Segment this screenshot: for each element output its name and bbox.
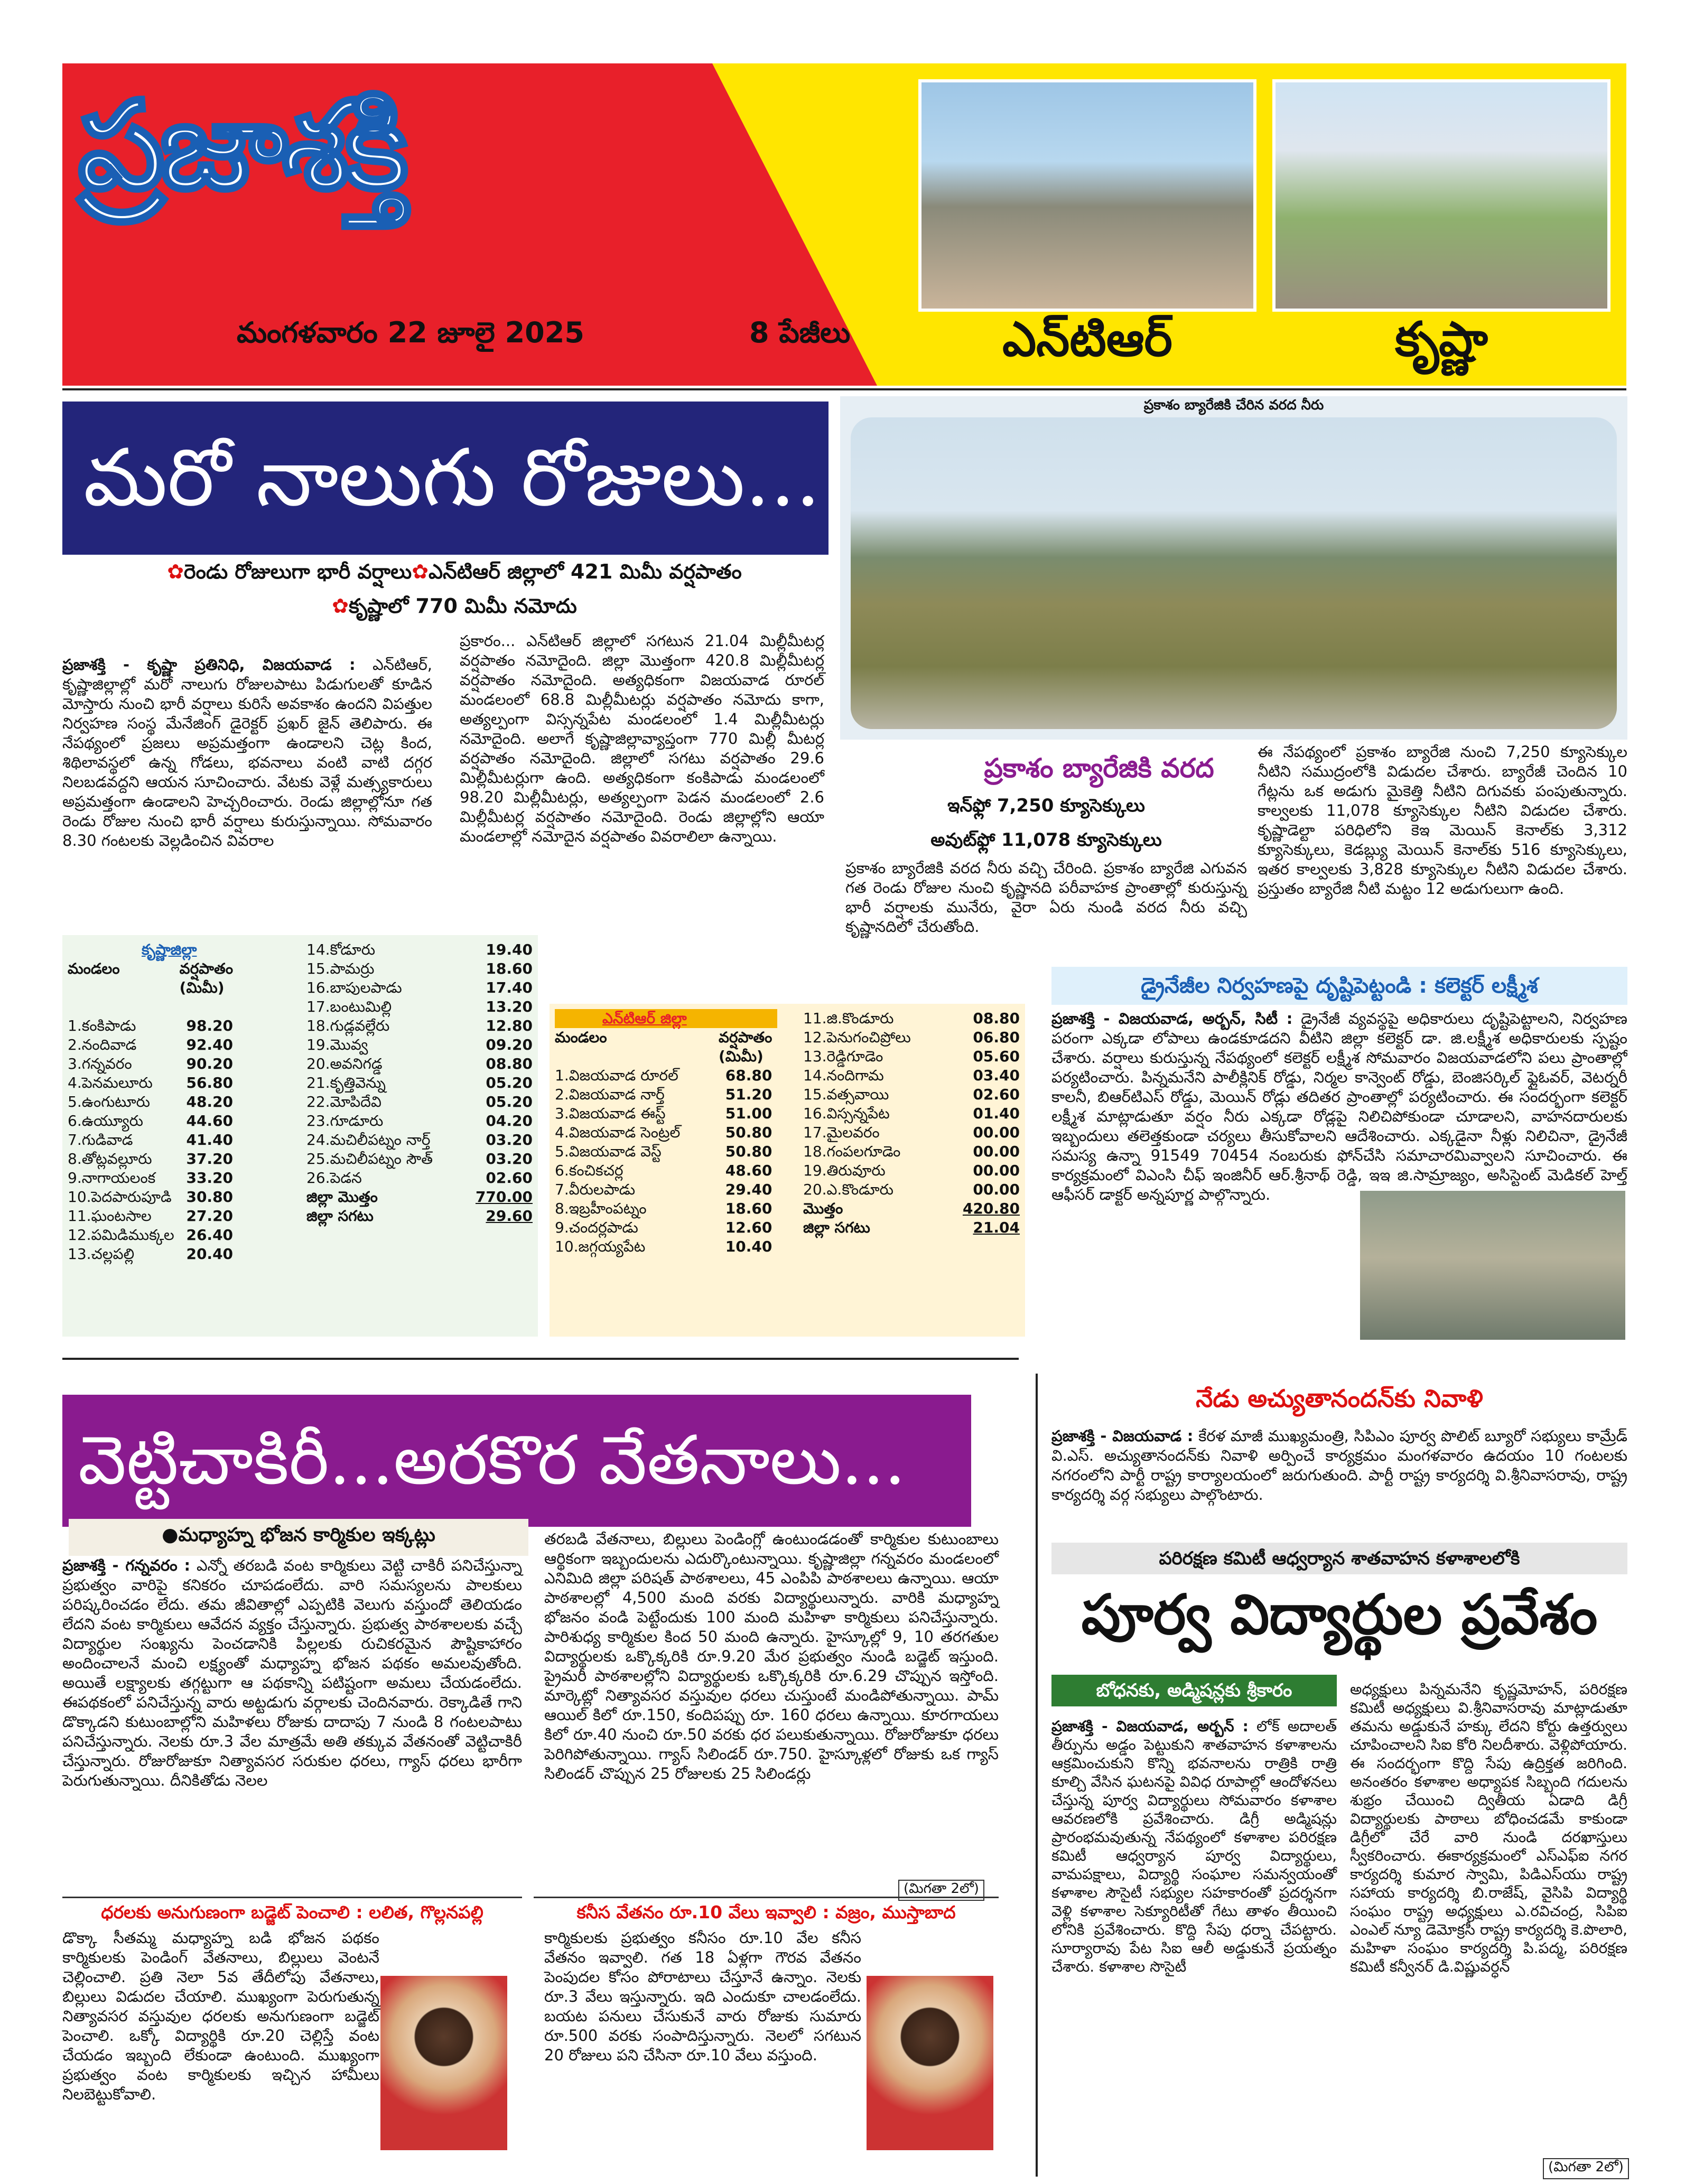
table-row: 15.వత్సవాయి 02.60 — [803, 1086, 1020, 1103]
subhead-rain-1: ✿రెండు రోజులుగా భారీ వర్షాలు✿ఎన్‌టిఆర్ జిల్లాలో 421 మిమీ వర్షపాతం — [167, 560, 742, 583]
masthead-photo-krishna — [1272, 79, 1610, 312]
table-row: 3.విజయవాడ ఈస్ట్ 51.00 — [555, 1105, 772, 1122]
table-row: 22.మోపిదేవి 05.20 — [306, 1093, 533, 1110]
table-row: 7.వీరులపాడు 29.40 — [555, 1181, 772, 1198]
table-row: 4.విజయవాడ సెంట్రల్ 50.80 — [555, 1124, 772, 1141]
table-row: 19.తిరువూరు 00.00 — [803, 1162, 1020, 1179]
table-row: 3.గన్నవరం 90.20 — [68, 1055, 234, 1072]
table-row: 14.నందిగామ 03.40 — [803, 1067, 1020, 1084]
masthead-rule — [62, 388, 1626, 390]
barrage-photo-caption: ప్రకాశం బ్యారేజికి చేరిన వరద నీరు — [1143, 397, 1324, 413]
table-row: 8.తోట్లవల్లూరు 37.20 — [68, 1150, 234, 1168]
flower-icon: ✿ — [167, 560, 184, 583]
table-row: 16.బాపులపాడు 17.40 — [306, 979, 533, 996]
page-count: 8 పేజీలు — [749, 316, 851, 349]
table-row: 13.చల్లపల్లి 20.40 — [68, 1245, 234, 1263]
table-row: 7.గుడివాడ 41.40 — [68, 1131, 234, 1149]
dateline: ప్రజాశక్తి - గన్నవరం : — [62, 1556, 191, 1574]
alumni-col1: ప్రజాశక్తి - విజయవాడ, అర్బన్ : లోక్ అదాలత్ తీర్పును అడ్డం పెట్టుకుని శాతవాహన కళాశాలను ఆక్రమించుకుని కొన్ని భవనాలను రాత్రికి రాత్రి కూల్చి వేసిన ఘటనపై వివిధ రూపాల్లో ఆందోళనలు చేస్తున్న పూర్వ విద్యార్థులు సోమవారం కళాశాల ఆవరణలోకి ప్రవేశించారు. డిగ్రీ అడ్మిషన్లు ప్రారంభమవుతున్న నేపథ్యంలో కళాశాల పరిరక్షణ కమిటీ ఆధ్వర్యాన పూర్వ విద్యార్థులు, వామపక్షాలు, విద్యార్థి సంఘాల సమన్వయంతో కళాశాల సౌసైటీ సభ్యుల సహకారంతో ప్రదర్శనగా వెళ్లి కళాశాల సెక్యూరిటీతో గేటు తాళం తీయించి లోనికి ప్రవేశించారు. కొద్ది సేపు ధర్నా చేపట్టారు. సూర్యారావు పేట సిఐ ఆలీ అడ్డుకునే ప్రయత్నం చేశారు. కళాశాల సొసైటీ — [1051, 1718, 1337, 1975]
column-rule — [1036, 1374, 1038, 2177]
photo-vajram — [867, 1976, 993, 2150]
table-row: 21.కృత్తివెన్ను 05.20 — [306, 1074, 533, 1091]
masthead — [62, 63, 1626, 386]
subhead-rain-2: ✿కృష్ణాలో 770 మిమీ నమోదు — [332, 594, 577, 618]
bullet-icon: ● — [162, 1524, 179, 1546]
table-row: 14.కోడూరు 19.40 — [306, 941, 533, 958]
dateline: ప్రజాశక్తి - విజయవాడ, అర్బన్ : — [1051, 1718, 1249, 1735]
barrage-outflow: అవుట్‌ఫ్లో 11,078 క్యూసెక్కులు — [930, 829, 1162, 851]
krishna-table-left: కృష్ణాజిల్లా మండలం వర్షపాతం (మిమీ) 1.కంకిపాడు 98.20 2.నందివాడ 92.40 3.గన్నవరం 90.20 4.పెనమలూరు 56.80 5.ఉంగుటూరు 48.20 6.ఉయ్యూరు 44.60 7.గుడివాడ 41.40 8.తోట్లవల్లూరు 37.20 9.నాగాయలంక 33.20 10.పెదపారుపూడి 30.80 11.ఘంటసాల 27.20 12.పమిడిముక్కల 26.40 13.చల్లపల్లి 20.40 — [68, 940, 238, 1264]
table-row: 18.గంపలగూడెం 00.00 — [803, 1143, 1020, 1160]
table-row: 15.పామర్రు 18.60 — [306, 960, 533, 977]
table-average-row: జిల్లా సగటు 21.04 — [803, 1219, 1020, 1236]
issue-date: మంగళవారం 22 జూలై 2025 — [237, 316, 584, 349]
table-average-row: జిల్లా సగటు 29.60 — [306, 1207, 533, 1225]
table-row: 26.పెడన 02.60 — [306, 1169, 533, 1187]
barrage-inflow: ఇన్‌ఫ్లో 7,250 క్యూసెక్కులు — [947, 795, 1145, 816]
alumni-kicker: పరిరక్షణ కమిటీ ఆధ్వర్యాన శాతవాహన కళాశాలలోకి — [1051, 1543, 1627, 1574]
quote2-text: కార్మికులకు ప్రభుత్వం కనీసం రూ.10 వేల కనీస వేతనం ఇవ్వాలి. గత 18 ఏళ్లగా గౌరవ వేతనం పెంపుదల కోసం పోరాటాలు చేస్తూనే ఉన్నాం. నెలకు రూ.3 వేలు ఇస్తున్నారు. ఇది ఎందుకూ చాలడంలేదు. బయట పనులు చేసుకునే వారు రోజుకు సుమారు రూ.500 వరకు సంపాదిస్తున్నారు. నెలలో సగటున 20 రోజులు పని చేసినా రూ.10 వేలు వస్తుంది. — [544, 1929, 861, 2064]
dateline: ప్రజాశక్తి - కృష్ణా ప్రతినిధి, విజయవాడ : — [62, 656, 356, 674]
flower-icon: ✿ — [332, 594, 349, 618]
table-row: 17.మైలవరం 00.00 — [803, 1124, 1020, 1141]
table-row: 1.కంకిపాడు 98.20 — [68, 1017, 234, 1034]
continued-note: (మిగతా 2లో) — [898, 1880, 984, 1901]
table-row: 25.మచిలీపట్నం సౌత్ 03.20 — [306, 1150, 533, 1168]
headline-cooks: వెట్టిచాకిరీ...అరకొర వేతనాలు... — [62, 1395, 971, 1527]
alumni-col2: అధ్యక్షులు పిన్నమనేని కృష్ణమోహన్, పరిరక్షణ కమిటీ అధ్యక్షులు వి.శ్రీనివాసరావు మాట్లాడుతూ తమను అడ్డుకునే హక్కు లేదని కోర్టు ఉత్తర్వులు చూపించాలని సిఐ కోరి నిలదీశారు. వెళ్లిపోయారు. ఈ సందర్భంగా కొద్ది సేపు ఉద్రిక్తత జరిగింది. అనంతరం కళాశాల అధ్యాపక సిబ్బంది గదులను శుభ్రం చేయించి ద్వితీయ ఏడాది డిగ్రీ విద్యార్థులకు పాఠాలు బోధించడమే కాకుండా డిగ్రీలో చేరే వారి నుండి దరఖాస్తులు స్వీకరించారు. ఈకార్యక్రమంలో ఎస్‌ఎఫ్ఐ నగర కార్యదర్శి కుమార స్వామి, పిడిఎస్‌యు రాష్ట్ర సహాయ కార్యదర్శి బి.రాజేష్, వైసిపి విద్యార్థి సంఘం రాష్ట్ర అధ్యక్షులు ఎ.రవిచంద్ర, సిపిఐ ఎంఎల్ న్యూ డెమోక్రసీ రాష్ట్ర కార్యదర్శి కె.పొలారి, మహిళా సంఘం కార్యదర్శి పి.పద్మ, పరిరక్షణ కమిటీ కన్వీనర్ డి.విష్ణువర్ధన్ — [1350, 1681, 1627, 1975]
table-row: 13.రెడ్డిగూడెం 05.60 — [803, 1048, 1020, 1065]
table-row: 2.విజయవాడ నార్త్ 51.20 — [555, 1086, 772, 1103]
continued-note: (మిగతా 2లో) — [1543, 2158, 1629, 2179]
photo-caption-krishna: కృష్ణా — [1395, 312, 1488, 367]
table-row: 12.పమిడిముక్కల 26.40 — [68, 1226, 234, 1244]
ntr-rain-table — [550, 1004, 1025, 1337]
table-row: 16.విస్సన్నపేట 01.40 — [803, 1105, 1020, 1122]
table-row: 6.ఉయ్యూరు 44.60 — [68, 1112, 234, 1130]
flower-icon: ✿ — [412, 560, 429, 583]
quote2-headline: కనీస వేతనం రూ.10 వేలు ఇవ్వాలి : వజ్రం, ముస్తాబాద — [576, 1902, 956, 1922]
drainage-story: ప్రజాశక్తి - విజయవాడ, అర్బన్, సిటీ : డ్రైనేజీ వ్యవస్థపై అధికారులు దృష్టిపెట్టాలని, నిర్వహణ పరంగా ఎక్కడా లోపాలు ఉండకూడదని వీటిని జిల్లా కలెక్టర్ డా. జి.లక్ష్మీశ అధికారులకు స్పష్టం చేశారు. వర్షాలు కురుస్తున్న నేపథ్యంలో కలెక్టర్ లక్ష్మీశ సోమవారం విజయవాడలోని పలు ప్రాంతాల్లో పర్యటించారు. పిన్నమనేని పాలీక్లినిక్ రోడ్డు, నిర్మల కాన్వెంట్ రోడ్డు, బెంజిసర్కిల్ ఫ్లైఓవర్, వెటర్నరీ కాలనీ, బిఆర్‌టిఎస్ రోడ్డు, మెయిన్ రోడ్లు తదితర ప్రాంతాల్లో పర్యటించారు. ఈ సందర్భంగా కలెక్టర్ లక్ష్మీశ మాట్లాడుతూ వర్షం నీరు ఎక్కడా రోడ్లపై నిలిచిపోకుండా చూడాలని, వాహనదారులకు ఇబ్బందులు తలెత్తకుండా చర్యలు తీసుకోవాలని ఆదేశించారు. ఎక్కడైనా నీళ్లు నిలిచినా, డ్రైనేజీ సమస్య ఉన్నా 91549 70454 నంబరుకు ఫోన్‌చేసి సమాచారమివ్వాలని సూచించారు. ఈ కార్యక్రమంలో విఎంసి చీఫ్ ఇంజినీర్ ఆర్.శ్రీనాథ్ రెడ్డి, ఇఇ జి.సామ్రాజ్యం, అసిస్టెంట్ మెడికల్ హెల్త్ ఆఫీసర్ డాక్టర్ అన్నపూర్ణ పాల్గొన్నారు. — [1051, 1010, 1627, 1203]
table-row: 18.గుడ్లవల్లేరు 12.80 — [306, 1017, 533, 1034]
table-row: 2.నందివాడ 92.40 — [68, 1036, 234, 1053]
alumni-subhead: బోధనకు, అడ్మిషన్లకు శ్రీకారం — [1051, 1675, 1337, 1706]
achuthanandan-headline: నేడు అచ్యుతానందన్‌కు నివాళి — [1196, 1384, 1483, 1413]
table-row: 4.పెనమలూరు 56.80 — [68, 1074, 234, 1091]
drainage-headline: డ్రైనేజీల నిర్వహణపై దృష్టిపెట్టండి : కలెక్టర్ లక్ష్మీశ — [1051, 967, 1627, 1005]
table-row: 20.అవనిగడ్డ 08.80 — [306, 1055, 533, 1072]
table-row: 1.విజయవాడ రూరల్ 68.80 — [555, 1067, 772, 1084]
barrage-col2: ఈ నేపథ్యంలో ప్రకాశం బ్యారేజి నుంచి 7,250 క్యూసెక్కుల నీటిని సముద్రంలోకి విడుదల చేశారు. బ్యారేజీ చెందిన 10 గేట్లను ఒక అడుగు మైకెత్తి నీటిని దిగువకు పంపుతున్నారు. కాల్వలకు 11,078 క్యూసెక్కుల నీటిని విడుదల చేశారు. కృష్ణాడెల్టా పరిధిలోని కెఇ మెయిన్ కెనాల్‌కు 3,312 క్యూసెక్కులు, కెడబ్ల్యు మెయిన్ కెనాల్‌కు 516 క్యూసెక్కులు, ఇతర కాల్వలకు 3,828 క్యూసెక్కుల నీటిని విడుదల చేశారు. ప్రస్తుతం బ్యారేజి నీటి మట్టం 12 అడుగులుగా ఉంది. — [1258, 743, 1627, 898]
table-row: 10.పెదపారుపూడి 30.80 — [68, 1188, 234, 1206]
ntr-table-right — [803, 1009, 1025, 1237]
table-row: 24.మచిలీపట్నం నార్త్ 03.20 — [306, 1131, 533, 1149]
table-row: 11.ఘంటసాల 27.20 — [68, 1207, 234, 1225]
table-row: 9.నాగాయలంక 33.20 — [68, 1169, 234, 1187]
section-rule — [62, 1358, 1019, 1360]
quote1-headline: ధరలకు అనుగుణంగా బడ్జెట్ పెంచాలి : లలిత, గొల్లనపల్లి — [101, 1902, 483, 1922]
table-row: 23.గూడూరు 04.20 — [306, 1112, 533, 1130]
dateline: ప్రజాశక్తి - విజయవాడ : — [1051, 1427, 1194, 1445]
story2-col2: తరబడి వేతనాలు, బిల్లులు పెండింగ్లో ఉంటుండడంతో కార్మికుల కుటుంబాలు ఆర్థికంగా ఇబ్బందులను ఎదుర్కొంటున్నాయి. కృష్ణాజిల్లా గన్నవరం మండలంలో ఎనిమిది జిల్లా పరిషత్ పాఠశాలలు, 45 ఎంపిపి పాఠశాలలు ఉన్నాయి. ఆయా పాఠశాలల్లో 4,500 మంది వరకు విద్యార్థులున్నారు. వారికి మధ్యాహ్న భోజనం వండి పెట్టేందుకు 100 మంది మహిళా కార్మికులు పనిచేస్తున్నారు. పారిశుధ్య కార్మికుల కింద 50 మంది ఉన్నారు. హైస్కూల్లో 9, 10 తరగతుల విద్యార్థులకు ఒక్కొక్కరికి రూ.9.20 మేర ప్రభుత్వం నుండి బడ్జెట్ ఇస్తుంది. ప్రైమరీ పాఠశాలల్లోని విద్యార్థులకు ఒక్కొక్కరికి రూ.6.29 చొప్పున ఇస్తోంది. మార్కెట్లో నిత్యావసర వస్తువుల ధరలు చుస్తుంటే మండిపోతున్నాయి. పామ్ ఆయిల్ కిలో రూ.150, కందిపప్పు రూ. 160 ధరలు ఉన్నాయి. కూరగాయలు కిలో రూ.40 నుంచి రూ.50 వరకు ధర పలుకుతున్నాయి. రోజురోజుకూ ధరలు పెరిగిపోతున్నాయి. గ్యాస్ సిలిండర్ రూ.750. హైస్కూళ్లలో రోజుకు ఒక గ్యాస్ సిలిండర్ చొప్పున 25 రోజులకు 25 సిలిండర్లు — [544, 1530, 999, 1782]
table-row: 10.జగ్గయ్యపేట 10.40 — [555, 1238, 772, 1255]
table-row: 17.బంటుమిల్లి 13.20 — [306, 998, 533, 1015]
table-total-row: జిల్లా మొత్తం 770.00 — [306, 1188, 533, 1206]
alumni-headline: పూర్వ విద్యార్థుల ప్రవేశం — [1081, 1582, 1598, 1647]
table-row: 5.విజయవాడ వెస్ట్ 50.80 — [555, 1143, 772, 1160]
table-row: 8.ఇబ్రహీంపట్నం 18.60 — [555, 1200, 772, 1217]
table-row: 5.ఉంగుటూరు 48.20 — [68, 1093, 234, 1110]
subhead-cooks: ●మధ్యాహ్న భోజన కార్మికుల ఇక్కట్లు — [69, 1519, 528, 1556]
table-row: 11.జి.కొండూరు 08.80 — [803, 1010, 1020, 1027]
table-row: 20.ఎ.కొండూరు 00.00 — [803, 1181, 1020, 1198]
newspaper-logo: ప్రజాశక్తి — [78, 74, 404, 217]
collector-photo — [1358, 1189, 1627, 1342]
headline-rain: మరో నాలుగు రోజులు... — [62, 402, 828, 555]
photo-caption-ntr: ఎన్‌టిఆర్ — [1002, 312, 1172, 367]
barrage-photo — [851, 417, 1617, 729]
quote1-text: డొక్కా సీతమ్మ మధ్యాహ్న బడి భోజన పథకం కార్మికులకు పెండింగ్ వేతనాలు, బిల్లులు వెంటనే చెల్లించాలి. ప్రతి నెలా 5వ తేదీలోపు వేతనాలు, బిల్లులు విడుదల చేయాలి. ముఖ్యంగా పెరుగుతున్న నిత్యావసర వస్తువుల ధరలకు అనుగుణంగా బడ్జెట్ పెంచాలి. ఒక్కో విద్యార్థికి రూ.20 చెల్లిస్తే వంట చేయడం ఇబ్బంది లేకుండా ఉంటుంది. ముఖ్యంగా ప్రభుత్వం వంట కార్మికులకు ఇచ్చిన హామీలు నిలబెట్టుకోవాలి. — [62, 1929, 379, 2103]
krishna-table-right — [306, 940, 538, 1226]
story1-col1: ప్రజాశక్తి - కృష్ణా ప్రతినిధి, విజయవాడ : ఎన్‌టిఆర్, కృష్ణాజిల్లాల్లో మరో నాలుగు రోజులపాటు పిడుగులతో కూడిన మోస్తారు నుంచి భారీ వర్షాలు కురిసే అవకాశం ఉందని విపత్తుల నిర్వహణ సంస్థ మేనేజింగ్ డైరెక్టర్ ప్రఖర్ జైన్ తెలిపారు. ఈ నేపథ్యంలో ప్రజలు అప్రమత్తంగా ఉండాలని చెట్ల కింద, శిథిలావస్థలో ఉన్న గోడలు, భవనాలు వంటి వాటి దగ్గర నిలబడవద్దని ఆయన సూచించారు. వేటకు వెళ్లే మత్స్యకారులు అప్రమత్తంగా ఉండాలని హెచ్చరించారు. రెండు జిల్లాల్లోనూ గత రెండు రోజుల నుంచి భారీ వర్షాలు కురుస్తున్నాయి. సోమవారం 8.30 గంటలకు వెల్లడించిన వివరాల — [62, 656, 432, 850]
achuthanandan-story: ప్రజాశక్తి - విజయవాడ : కేరళ మాజీ ముఖ్యమంత్రి, సిపిఎం పూర్వ పొలిట్ బ్యూరో సభ్యులు కామ్రేడ్ వి.ఎస్. అచ్యుతానందన్‌కు నివాళి అర్పించే కార్యక్రమం మంగళవారం ఉదయం 10 గంటలకు నగరంలోని పార్టీ రాష్ట్ర కార్యాలయంలో జరుగుతుంది. పార్టీ రాష్ట్ర కార్యదర్శి వి.శ్రీనివాసరావు, రాష్ట్ర కార్యదర్శి వర్గ సభ్యులు పాల్గొంటారు. — [1051, 1427, 1628, 1504]
story2-col1: ప్రజాశక్తి - గన్నవరం : ఎన్నో తరబడి వంట కార్మికులు వెట్టి చాకిరీ పనిచేస్తున్నా ప్రభుత్వం వారిపై కనికరం చూపడంలేదు. వారి సమస్యలను పాలకులు పరిష్కరించడం లేదు. తమ జీవితాల్లో ఎప్పటికి వెలుగు వస్తుందో తెలియడం లేదని వంట కార్మికులు ఆవేదన వ్యక్తం చేస్తున్నారు. ప్రభుత్వ పాఠశాలలకు వచ్చే విద్యార్థుల సంఖ్యను పెంచడానికి పిల్లలకు రుచికరమైన పౌష్టికాహారం అందించాలనే మంచి లక్ష్యంతో మధ్యాహ్న భోజన పథకం అమలవుతోంది. అయితే లక్ష్యాలకు తగ్గట్టుగా ఆ పథకాన్ని పటిష్టంగా అమలు చేయడంలేదు. ఈపథకంలో పనిచేస్తున్న వారు అట్టడుగు వర్గాలకు చెందినవారు. రెక్కాడితే గాని డొక్కాడని కుటుంబాల్లోని మహిళలు రోజుకు దాదాపు 7 నుండి 8 గంటలపాటు పనిచేస్తున్నారు. నెలకు రూ.3 వేల మాత్రమే అతి తక్కువ వేతనంతో వెట్టిచాకిరీ చేస్తున్నారు. రోజురోజుకూ నిత్యావసర సరుకుల ధరలు, గ్యాస్ ధరలు భారీగా పెరుగుతున్నాయి. దీనికితోడు నెలల — [62, 1556, 522, 1789]
table-row: 9.చందర్లపాడు 12.60 — [555, 1219, 772, 1236]
masthead-photo-ntr — [918, 79, 1256, 312]
krishna-rain-table — [62, 935, 538, 1337]
table-row: 19.మొవ్వ 09.20 — [306, 1036, 533, 1053]
ntr-table-left: ఎన్‌టిఆర్ జిల్లా మండలం వర్షపాతం (మిమీ) 1.విజయవాడ రూరల్ 68.80 2.విజయవాడ నార్త్ 51.20 3.విజయవాడ ఈస్ట్ 51.00 4.విజయవాడ సెంట్రల్ 50.80 5.విజయవాడ వెస్ట్ 50.80 6.కంచికచర్ల 48.60 7.వీరులపాడు 29.40 8.ఇబ్రహీంపట్నం 18.60 9.చందర్లపాడు 12.60 10.జగ్గయ్యపేట 10.40 — [555, 1009, 777, 1256]
photo-lalitha — [380, 1976, 507, 2150]
table-total-row: మొత్తం 420.80 — [803, 1200, 1020, 1217]
barrage-headline: ప్రకాశం బ్యారేజికి వరద — [984, 753, 1214, 783]
barrage-col1: ప్రకాశం బ్యారేజికి వరద నీరు వచ్చి చేరింది. ప్రకాశం బ్యారేజి ఎగువన గత రెండు రోజుల నుంచి కృష్ణానది పరీవాహక ప్రాంతాల్లో కురుస్తున్న భారీ వర్షాలకు మునేరు, వైరా ఏరు నుండి వరద నీరు వచ్చి కృష్ణానదిలో చేరుతోంది. — [845, 859, 1247, 936]
dateline: ప్రజాశక్తి - విజయవాడ, అర్బన్, సిటీ : — [1051, 1010, 1293, 1028]
table-row: 12.పెనుగంచిప్రోలు 06.80 — [803, 1029, 1020, 1046]
story1-col2: ప్రకారం... ఎన్‌టిఆర్ జిల్లాలో సగటున 21.04 మిల్లీమీటర్ల వర్షపాతం నమోదైంది. జిల్లా మొత్తంగా 420.8 మిల్లీమీటర్ల వర్షపాతం నమోదైంది. అత్యధికంగా విజయవాడ రూరల్ మండలంలో 68.8 మిల్లీమీటర్లు వర్షపాతం నమోదు కాగా, అత్యల్పంగా విస్సన్నపేట మండలంలో 1.4 మిల్లీమీటర్లు నమోదైంది. అలాగే కృష్ణాజిల్లావ్యాప్తంగా 770 మిల్లీ మీటర్ల వర్షపాతం నమోదైంది. జిల్లాలో సగటు వర్షపాతం 29.6 మిల్లీమీటర్లుగా ఉంది. అత్యధికంగా కంకిపాడు మండలంలో 98.20 మిల్లీమీటర్లు, అత్యల్పంగా పెడన మండలంలో 2.6 మిల్లీమీటర్ల వర్షపాతం నమోదైంది. రెండు జిల్లాల్లోని ఆయా మండలాల్లో నమోదైన వర్షపాతం వివరాలిలా ఉన్నాయి. — [460, 632, 824, 845]
table-row: 6.కంచికచర్ల 48.60 — [555, 1162, 772, 1179]
